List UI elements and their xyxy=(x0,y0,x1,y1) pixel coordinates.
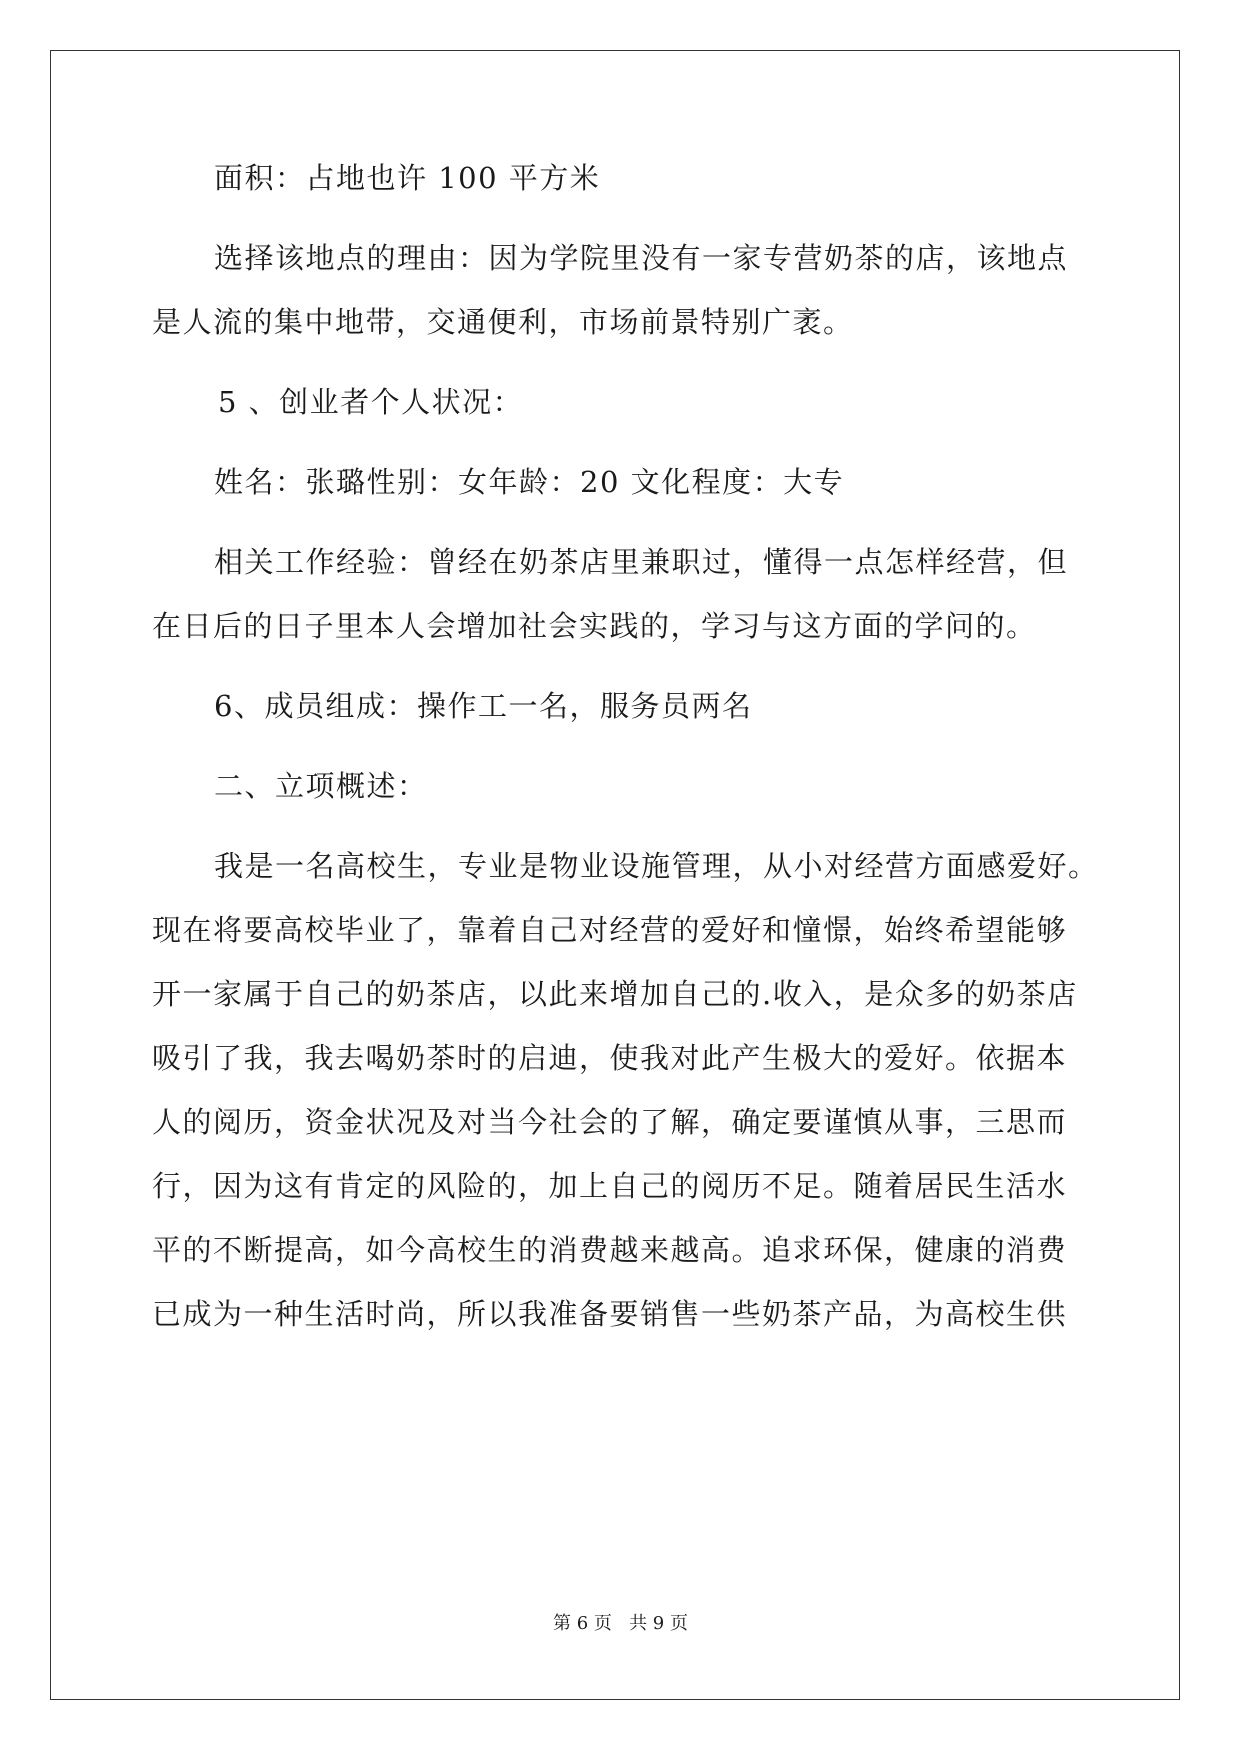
paragraph-line: 现在将要高校毕业了，靠着自己对经营的爱好和憧憬，始终希望能够 xyxy=(152,913,1068,947)
text-line-location-reason: 选择该地点的理由：因为学院里没有一家专营奶茶的店，该地点 xyxy=(214,241,1069,275)
paragraph-line: 我是一名高校生，专业是物业设施管理，从小对经营方面感爱好。 xyxy=(214,849,1099,883)
text-line-area: 面积：占地也许 100 平方米 xyxy=(214,161,601,195)
paragraph-line: 平的不断提高，如今高校生的消费越来越高。追求环保，健康的消费 xyxy=(152,1233,1068,1267)
document-body xyxy=(152,158,1099,1334)
paragraph-line: 吸引了我，我去喝奶茶时的启迪，使我对此产生极大的爱好。依据本 xyxy=(152,1041,1068,1075)
paragraph-line: 开一家属于自己的奶茶店，以此来增加自己的.收入，是众多的奶茶店 xyxy=(152,977,1078,1011)
text-line-experience: 相关工作经验：曾经在奶茶店里兼职过，懂得一点怎样经营，但 xyxy=(214,545,1069,579)
section-heading-overview: 二、立项概述： xyxy=(214,769,428,803)
paragraph-line: 人的阅历，资金状况及对当今社会的了解，确定要谨慎从事，三思而 xyxy=(152,1105,1068,1139)
text-line-experience-cont: 在日后的日子里本人会增加社会实践的，学习与这方面的学问的。 xyxy=(152,609,1037,643)
section-heading-founder: 5 、创业者个人状况： xyxy=(218,385,524,419)
paragraph-line: 行，因为这有肯定的风险的，加上自己的阅历不足。随着居民生活水 xyxy=(152,1169,1068,1203)
paragraph-line: 已成为一种生活时尚，所以我准备要销售一些奶茶产品，为高校生供 xyxy=(152,1297,1068,1331)
text-line-location-reason-cont: 是人流的集中地带，交通便利，市场前景特别广袤。 xyxy=(152,305,854,339)
section-heading-members: 6、成员组成：操作工一名，服务员两名 xyxy=(214,689,753,723)
text-line-founder-info: 姓名：张璐性别：女年龄：20 文化程度：大专 xyxy=(214,465,845,499)
page-number-footer: 第 6 页 共 9 页 xyxy=(553,1613,688,1634)
